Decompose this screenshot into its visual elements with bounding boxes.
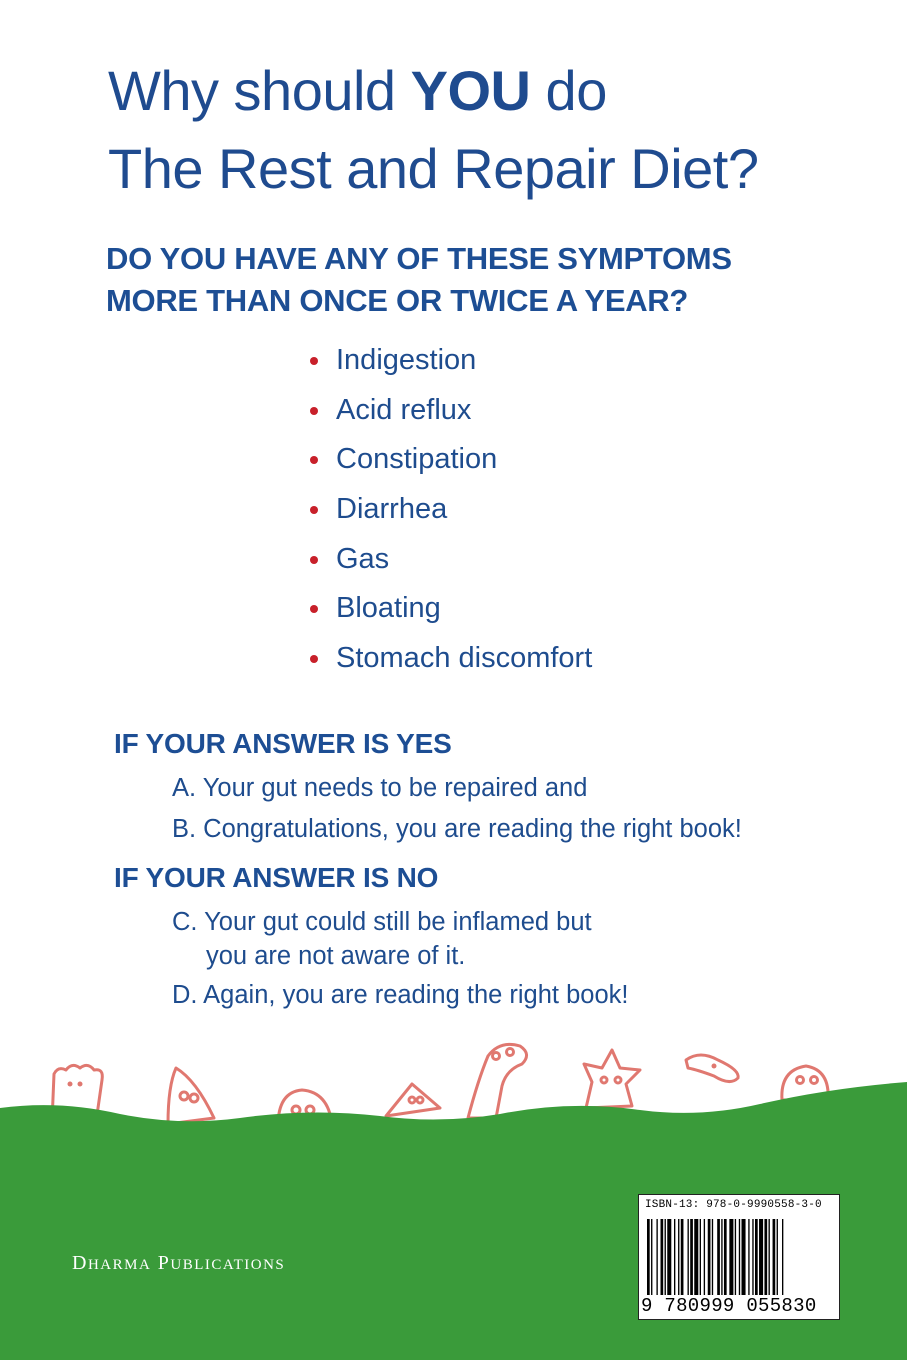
barcode-bar [782,1219,783,1295]
barcode-bar [690,1219,693,1295]
creature-pointy-icon [386,1084,440,1116]
barcode-bar [667,1219,671,1295]
answer-d: D. Again, you are reading the right book! [172,981,629,1009]
bullet-icon [310,605,318,613]
list-item: Bloating [306,584,592,634]
barcode-bar [735,1219,736,1295]
barcode-bar [665,1219,666,1295]
barcode-bar [661,1219,664,1295]
creature-bean-icon [686,1055,738,1082]
answer-a: A. Your gut needs to be repaired and [172,774,588,802]
creature-horn-icon [168,1068,214,1124]
title-emphasis: YOU [410,59,531,122]
barcode-bar [678,1219,679,1295]
symptom-list [306,336,592,684]
answer-b: B. Congratulations, you are reading the right book! [172,815,742,843]
barcode-bar [769,1219,770,1295]
barcode-bar [647,1219,650,1295]
barcode-bar [674,1219,675,1295]
barcode-bar [708,1219,711,1295]
list-item: Stomach discomfort [306,634,592,684]
barcode-bar [739,1219,740,1295]
bullet-icon [310,556,318,564]
bullet-icon [310,506,318,514]
list-item: Acid reflux [306,386,592,436]
barcode-bar [656,1219,657,1295]
page-title [108,52,759,208]
bullet-icon [310,456,318,464]
barcode-bar [700,1219,701,1295]
title-line-1: Why should YOU do [108,59,607,122]
barcode-bar [755,1219,758,1295]
barcode-bar [694,1219,698,1295]
barcode-bars [647,1219,831,1295]
question-line-2: MORE THAN ONCE OR TWICE A YEAR? [106,283,689,318]
list-item: Constipation [306,435,592,485]
yes-heading: IF YOUR ANSWER IS YES [114,728,452,759]
barcode-bar [721,1219,722,1295]
creature-worm-icon [468,1044,527,1118]
creature-star-icon [584,1050,640,1108]
bullet-icon [310,357,318,365]
bullet-icon [310,407,318,415]
barcode-bar [752,1219,753,1295]
bullet-icon [310,655,318,663]
answer-c: C. Your gut could still be inflamed but you are not aware of it. [172,908,592,970]
barcode-bar [773,1219,776,1295]
question-line-1: DO YOU HAVE ANY OF THESE SYMPTOMS [106,241,732,276]
ean-digits: 9 780999 055830 [641,1295,817,1317]
isbn-label: ISBN-13: 978-0-9990558-3-0 [645,1199,822,1211]
barcode-bar [704,1219,705,1295]
barcode-bar [724,1219,727,1295]
barcode-bar [759,1219,763,1295]
barcode-bar [748,1219,749,1295]
list-item: Diarrhea [306,485,592,535]
barcode-bar [777,1219,778,1295]
barcode-bar [729,1219,733,1295]
list-item: Indigestion [306,336,592,386]
barcode-bar [681,1219,684,1295]
list-item: Gas [306,535,592,585]
symptom-question [106,238,732,322]
barcode-bar [651,1219,652,1295]
isbn-barcode [638,1194,840,1320]
barcode-bar [764,1219,767,1295]
barcode-bar [742,1219,746,1295]
title-line-2: The Rest and Repair Diet? [108,137,759,200]
barcode-bar [717,1219,720,1295]
publisher-name: DHARMA PUBLICATIONS [72,1252,286,1274]
no-heading: IF YOUR ANSWER IS NO [114,862,439,893]
barcode-bar [712,1219,713,1295]
barcode-bar [688,1219,689,1295]
